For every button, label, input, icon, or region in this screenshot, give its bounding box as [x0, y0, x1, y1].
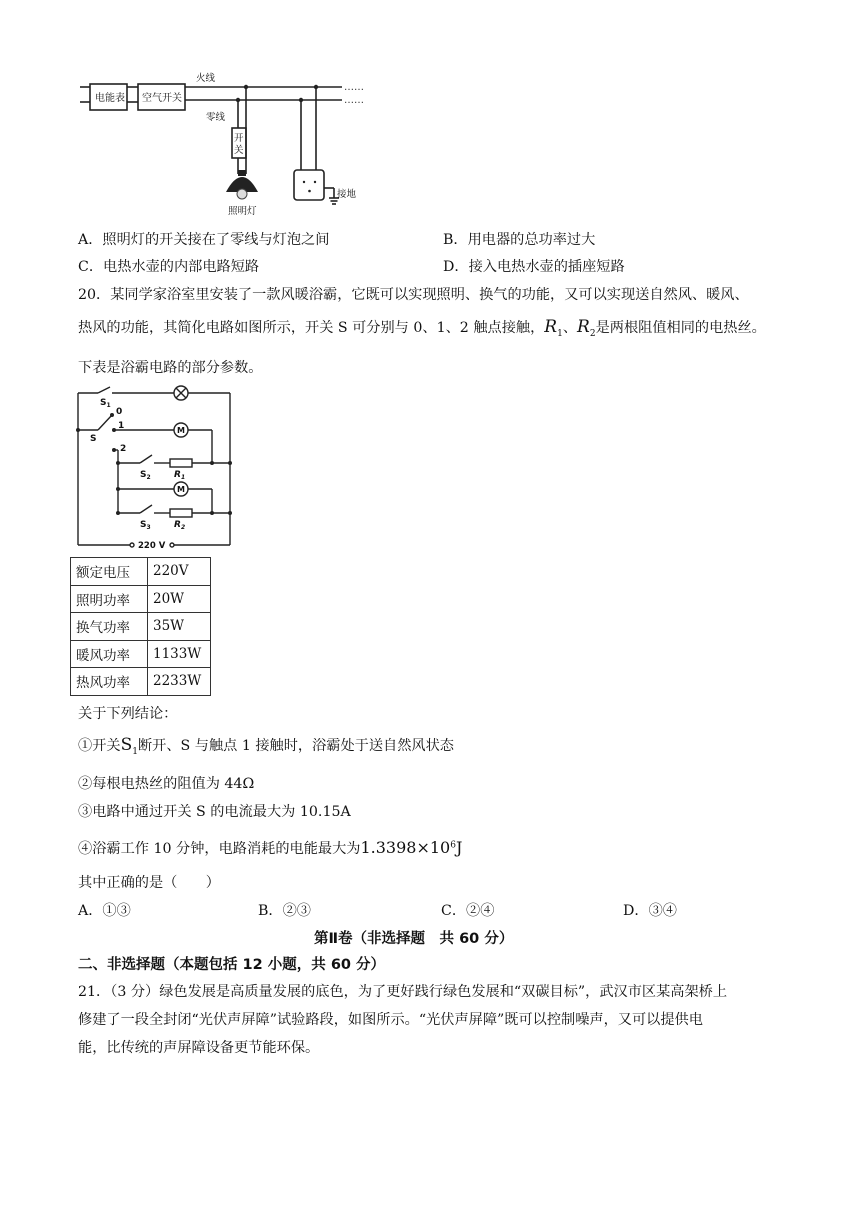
q20-stem-line3: 下表是浴霸电路的部分参数。: [78, 360, 263, 376]
svg-text:开: 开: [234, 133, 244, 144]
q21-line1: 21．（3 分）绿色发展是高质量发展的底色，为了更好践行绿色发展和“双碳目标”，武汉市区某高架桥上: [78, 984, 728, 1000]
svg-text:电能表: 电能表: [95, 93, 125, 104]
conclusion-intro: 关于下列结论：: [78, 706, 178, 722]
table-row: [71, 613, 211, 641]
parameter-table: [70, 557, 211, 696]
svg-text:S1: $S_1$: [100, 398, 111, 409]
param-name: 热风功率: [71, 668, 148, 696]
wiring-diagram: [72, 62, 372, 222]
param-name: 照明功率: [71, 585, 148, 613]
q20-option-b: B．②③: [258, 903, 311, 919]
q21-line3: 能，比传统的声屏障设备更节能环保。: [78, 1040, 320, 1056]
svg-text:M: M: [177, 426, 185, 435]
q20-stem-line1: 20．某同学家浴室里安装了一款风暖浴霸，它既可以实现照明、换气的功能，又可以实现送自然风、暖风、: [78, 287, 749, 303]
conclusion-4: ④浴霸工作 10 分钟，电路消耗的电能最大为$1.3398\times 10^6J$: [78, 838, 463, 857]
svg-text:照明灯: 照明灯: [228, 206, 257, 217]
svg-text:S: S: [90, 434, 97, 444]
q20-option-d: D．③④: [623, 903, 677, 919]
section-heading: 二、非选择题（本题包括 12 小题，共 60 分）: [78, 957, 386, 973]
param-name: 暖风功率: [71, 640, 148, 668]
svg-text:1: 1: [118, 421, 125, 431]
param-name: 换气功率: [71, 613, 148, 641]
svg-text:2: 2: [120, 444, 127, 454]
q19-option-b: B．用电器的总功率过大: [443, 232, 596, 248]
svg-text:火线: 火线: [196, 73, 216, 84]
param-value: 1133W: [148, 640, 211, 668]
svg-text:空气开关: 空气开关: [142, 93, 182, 104]
param-value: 220V: [148, 558, 211, 586]
q20-stem-line2: 热风的功能，其简化电路如图所示，开关 S 可分别与 0、1、2 触点接触，$R_1$、$R_2$是两根阻值相同的电热丝。: [78, 317, 766, 339]
svg-text:关: 关: [234, 145, 244, 156]
table-row: [71, 668, 211, 696]
svg-text:……: ……: [344, 95, 364, 106]
q19-option-a: A．照明灯的开关接在了零线与灯泡之间: [78, 232, 330, 248]
q20-option-c: C．②④: [441, 903, 495, 919]
svg-text:R2: $R_2$: [174, 520, 186, 531]
svg-text:S2: $S_2$: [140, 470, 151, 481]
svg-text:……: ……: [344, 82, 364, 93]
svg-text:M: M: [177, 485, 185, 494]
svg-text:S3: $S_3$: [140, 520, 151, 531]
param-value: 20W: [148, 585, 211, 613]
table-row: [71, 558, 211, 586]
bath-heater-circuit: [70, 385, 240, 550]
conclusion-3: ③电路中通过开关 S 的电流最大为 10.15A: [78, 804, 351, 820]
svg-text:220 V: 220 V: [138, 541, 166, 550]
svg-text:0: 0: [116, 407, 123, 417]
table-row: [71, 585, 211, 613]
conclusion-2: ②每根电热丝的阻值为 44Ω: [78, 776, 255, 792]
param-value: 35W: [148, 613, 211, 641]
table-row: [71, 640, 211, 668]
param-value: 2233W: [148, 668, 211, 696]
q21-line2: 修建了一段全封闭“光伏声屏障”试验路段，如图所示。“光伏声屏障”既可以控制噪声，又可以提供电: [78, 1012, 703, 1028]
q19-option-d: D．接入电热水壶的插座短路: [443, 259, 625, 275]
svg-text:R1: $R_1$: [174, 470, 186, 481]
conclusion-1: ①开关$S_1$断开、S 与触点 1 接触时，浴霸处于送自然风状态: [78, 735, 454, 757]
svg-text:零线: 零线: [206, 112, 226, 123]
q19-option-c: C．电热水壶的内部电路短路: [78, 259, 260, 275]
svg-text:接地: 接地: [337, 189, 357, 200]
q20-option-a: A．①③: [78, 903, 131, 919]
q20-question: 其中正确的是（ ）: [78, 875, 220, 891]
param-name: 额定电压: [71, 558, 148, 586]
part2-title: 第Ⅱ卷（非选择题 共 60 分）: [314, 931, 514, 947]
